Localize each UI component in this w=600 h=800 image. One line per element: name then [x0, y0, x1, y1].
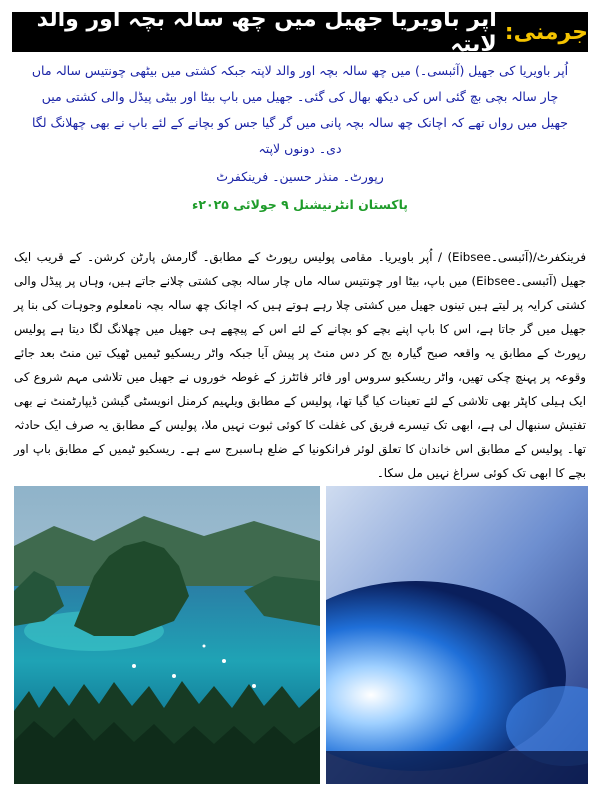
lake-photo	[14, 486, 320, 784]
summary-text: اُپر باویریا کی جھیل (آئبسی۔) میں چھ سالہ بچہ اور والد لاپتہ جبکہ کشتی میں بیٹھی چونتیس سالہ ماں چار سالہ بچی بچ گئی اس کی دیکھ بھال کی گئی۔ جھیل میں باپ بیٹا اور بیٹی پیڈل والی کشتی میں جھیل میں رواں تھے کہ اچانک چھ سالہ بچہ پانی میں گر گیا جس کو بچانے کے لئے باپ نے بھی چھلانگ لگا دی۔ دونوں لاپتہ	[31, 63, 569, 156]
byline: رپورٹ۔ منذر حسین۔ فرینکفرٹ	[216, 169, 384, 184]
article-body	[14, 245, 586, 485]
headline-title: اُپر باویریا جھیل میں چھ سالہ بچہ اور والد لاپتہ	[36, 7, 497, 57]
summary-block	[30, 58, 570, 218]
article-paragraph: فرینکفرٹ/(آئبسی۔Eibsee) / اُپر باویریا۔ مقامی پولیس رپورٹ کے مطابق۔ گارمش پارٹن کرشن۔ کے قریب ایک جھیل (آئبسی۔Eibsee) میں باپ، بیٹا اور چونتیس سالہ ماں چار سالہ بچی کشتی چلانے جاتے ہیں، وہاں پر پیڈل والی کشتی کرایہ پر لیتے ہیں تینوں جھیل میں کشتی چلا رہے ہوتے ہیں کہ اچانک چھ سالہ بچہ نامعلوم وجوہات کی بنا پر جھیل میں گر جاتا ہے، اس کا باپ اپنے بچے کو بچانے کے لئے اس کے پیچھے ہی جھیل میں چھلانگ لگا دیتا ہے پولیس رپورٹ کے مطابق یہ واقعہ صبح گیارہ بج کر دس منٹ پر پیش آیا جبکہ واٹر ریسکیو ٹیمیں ٹھیک تین منٹ بعد جائے وقوعہ پر پہنچ چکی تھیں، واٹر ریسکیو سروس اور فائر فائٹرز کے غوطہ خوروں نے جھیل میں تلاشی مہم شروع کی ایک ہیلی کاپٹر بھی تلاشی کے لئے تعینات کیا گیا تھا، پولیس کے مطابق ویلہیم کرمنل انویسٹی گیشن ڈیپارٹمنٹ نے بھی تفتیش سنبھال لی ہے، ابھی تک تیسرے فریق کی غفلت کا کوئی ثبوت نہیں ملا، پولیس کے مطابق یہ صرف ایک حادثہ تھا۔ پولیس کے مطابق اس خاندان کا تعلق لوئر فرانکونیا کے ضلع ہاسبرج سے ہے۔ ریسکیو ٹیمیں کے مطابق باپ اور بچے کا ابھی تک کوئی سراغ نہیں مل سکا۔	[14, 250, 587, 480]
headline-banner	[12, 7, 588, 57]
police-light-photo	[326, 486, 588, 784]
newspaper-credit: پاکستان انٹرنیشنل ۹ جولائی ۲۰۲۵ء	[192, 197, 408, 212]
headline-prefix: جرمنی:	[504, 19, 588, 45]
